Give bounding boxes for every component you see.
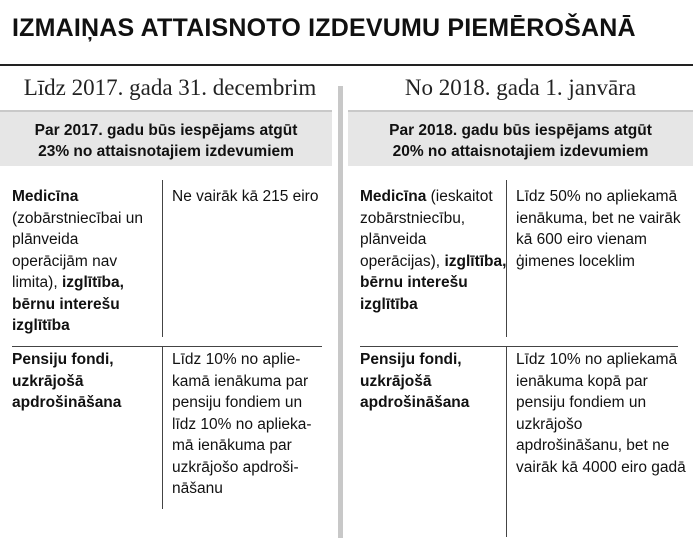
subheading-line-1: Par 2018. gadu būs iespējams atgūt xyxy=(389,122,652,139)
label-detail: (ieskaitot zobārstniecību, plānveida operācijas), xyxy=(360,188,493,270)
column-divider xyxy=(338,86,343,538)
row-label-pension: Pensiju fondi, uzkrājošā apdrošināšana xyxy=(12,351,122,411)
row-value-pension: Līdz 10% no apliekamā ienākuma kopā par pensiju fondiem un uzkrājošo apdrošināšanu, bet ne vairāk kā 4000 eiro gadā xyxy=(506,347,686,537)
row-medicine-2017 xyxy=(0,174,332,337)
column-subheading-2017 xyxy=(0,110,332,166)
column-2017 xyxy=(0,66,332,497)
row-pension-2017 xyxy=(0,347,332,507)
row-label-pension: Pensiju fondi, uzkrājošā apdrošināšana xyxy=(360,351,470,411)
column-subheading-2018 xyxy=(348,110,693,166)
label-bold-education: izglītība, bērnu interešu izglītība xyxy=(12,274,124,334)
subheading-line-2: 20% no attaisnotajiem izdevumiem xyxy=(392,143,649,160)
subheading-line-2: 23% no attaisnotajiem izdevumiem xyxy=(38,143,294,160)
label-detail: (zobārstniecībai un plānveida operācijām nav limita), xyxy=(12,209,143,291)
row-value-pension: Līdz 10% no aplie-kamā ienākuma par pensiju fondiem un līdz 10% no aplieka-mā ienākuma par uzkrājošo apdroši-nāšanu xyxy=(162,347,320,509)
row-value: Ne vairāk kā 215 eiro xyxy=(162,180,320,337)
row-medicine-2018 xyxy=(348,174,693,337)
column-heading-2017: Līdz 2017. gada 31. decembrim xyxy=(23,75,317,100)
row-pension-2018 xyxy=(348,347,693,537)
label-bold-education: izglītība, bērnu interešu izglītība xyxy=(360,252,507,313)
row-label xyxy=(12,186,152,337)
page-title: IZMAIŅAS ATTAISNOTO IZDEVUMU PIEMĒROŠANĀ xyxy=(12,14,636,42)
subheading-line-1: Par 2017. gadu būs iespējams atgūt xyxy=(34,122,298,139)
label-bold-medicine: Medicīna xyxy=(12,188,79,205)
label-bold-medicine: Medicīna xyxy=(360,188,427,205)
row-value: Līdz 50% no apliekamā ienākuma, bet ne vairāk kā 600 eiro vienam ģimenes loceklim xyxy=(506,180,686,337)
column-2018 xyxy=(348,66,693,476)
column-heading-2018: No 2018. gada 1. janvāra xyxy=(404,75,637,100)
row-label xyxy=(360,186,508,315)
